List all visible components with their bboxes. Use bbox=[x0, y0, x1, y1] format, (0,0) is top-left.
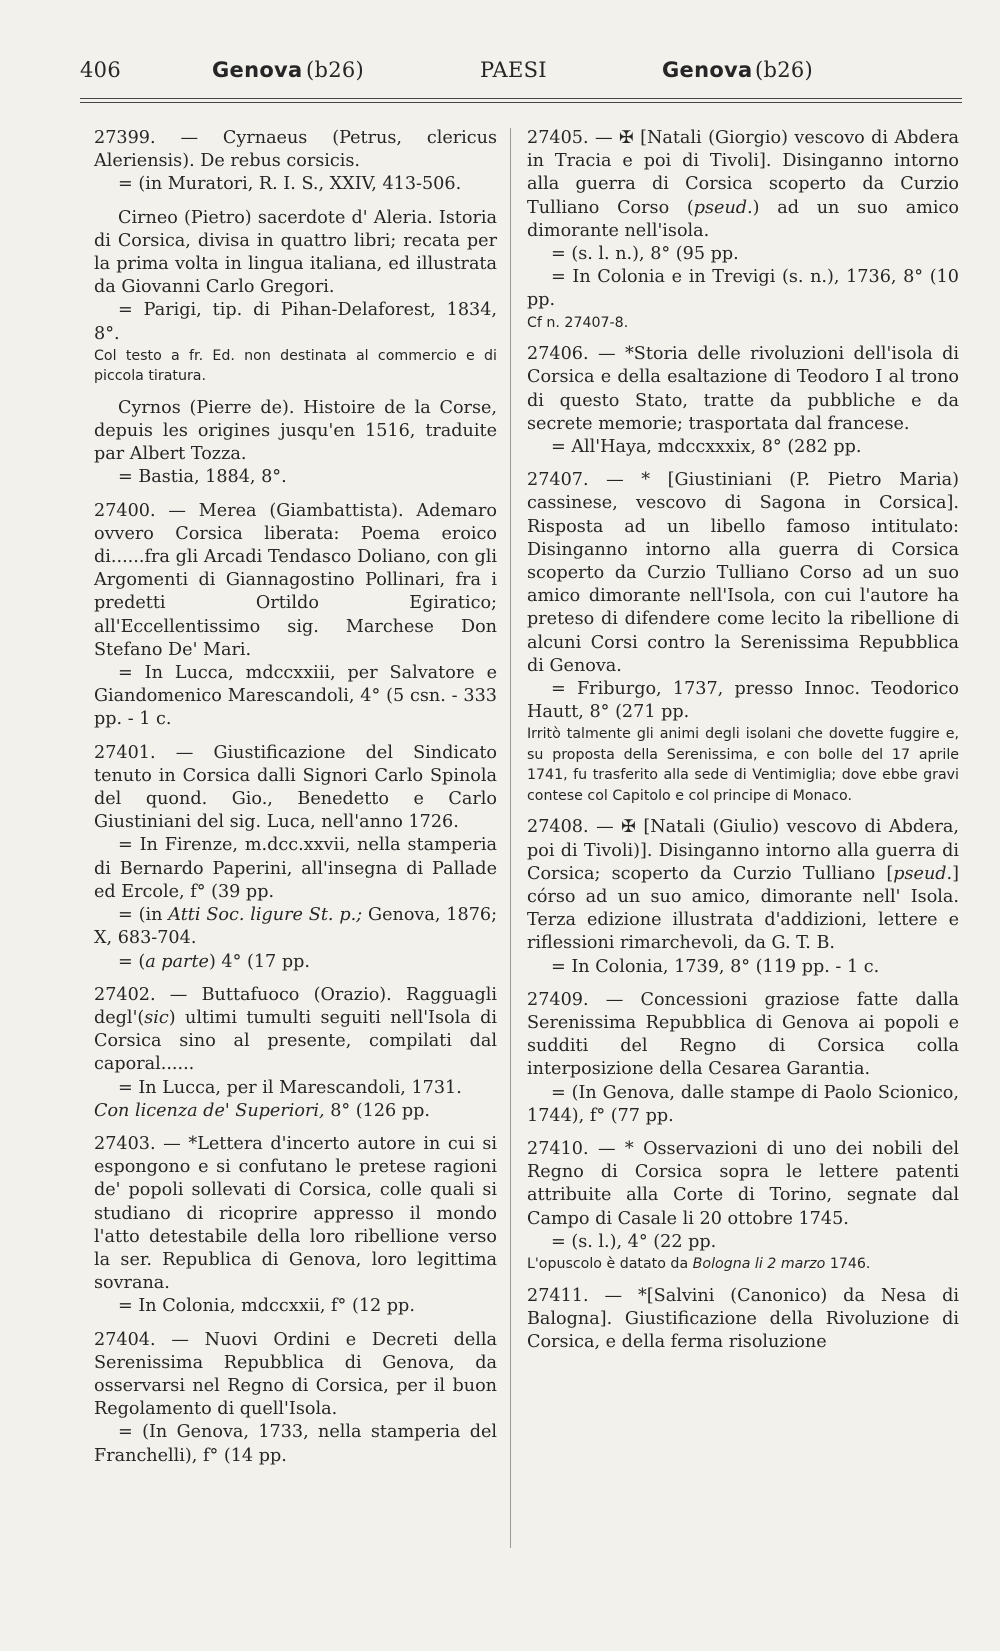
entry-imprint: = Parigi, tip. di Pihan-Delaforest, 1834, 8°. bbox=[94, 300, 497, 344]
imprint-text: = (in bbox=[118, 905, 169, 926]
entry-text: 27411. — *[Salvini (Canonico) da Nesa di Balogna]. Giustificazione della Rivoluzione di Corsica, e della ferma risoluzione bbox=[527, 1285, 959, 1352]
entry-27411 bbox=[527, 1285, 959, 1355]
imprint-text: Genova, 1876; X, 683-704. bbox=[94, 905, 498, 949]
entry-text-part: 27405. — ✠ [Natali (Giorgio) vescovo di Abdera in Tracia e poi di Tivoli]. Disinganno intorno alla guerra di Corsica scoperto da Curzio Tulliano Corso ( bbox=[527, 128, 959, 218]
entry-27407 bbox=[527, 469, 959, 806]
entry-italic: sic bbox=[144, 1007, 169, 1028]
entry-text bbox=[527, 816, 959, 955]
entry-27405 bbox=[527, 127, 959, 333]
entry-imprint: = (s. l. n.), 8° (95 pp. bbox=[551, 244, 739, 265]
entry-text: Cyrnos (Pierre de). Histoire de la Corse, depuis les origines jusqu'en 1516, traduite par Albert Tozza. bbox=[94, 397, 497, 465]
entry-27409 bbox=[527, 989, 959, 1128]
entry-imprint bbox=[94, 1100, 497, 1123]
entry-text-part: ] córso ad un suo amico, dimorante nell' Isola. Terza edizione illustrata d'addizioni, lettere e riflessioni rimarchevoli, da G. T. B. bbox=[527, 863, 959, 954]
entry-27400 bbox=[94, 500, 497, 732]
entry-27404 bbox=[94, 1329, 497, 1468]
running-header bbox=[80, 58, 962, 98]
entry-text: 27406. — *Storia delle rivoluzioni dell'isola di Corsica e della esaltazione di Teodoro I al trono di questo Stato, tratte da pubbliche e da secrete memorie; trasportata dal francese. bbox=[527, 344, 959, 434]
entry-imprint bbox=[94, 904, 497, 950]
entry-text-part: 27408. — ✠ [Natali (Giulio) vescovo di Abdera, poi di Tivoli)]. Disinganno intorno alla guerra di Corsica; scoperto da Curzio Tulliano [ bbox=[527, 817, 959, 884]
entry-text: 27404. — Nuovi Ordini e Decreti della Serenissima Repubblica di Genova, da osservarsi nel Regno di Corsica, per il buon Regolamento di quell'Isola. bbox=[94, 1329, 497, 1420]
entry-note: Cf n. 27407-8. bbox=[527, 314, 629, 331]
entry-imprint: = In Colonia e in Trevigi (s. n.), 1736, 8° (10 pp. bbox=[527, 267, 959, 311]
entry-note bbox=[527, 1254, 959, 1275]
entry-imprint: = (s. l.), 4° (22 pp. bbox=[551, 1231, 717, 1252]
entry-cyrnos bbox=[94, 397, 497, 490]
left-column bbox=[94, 127, 497, 1478]
imprint-italic: a parte bbox=[145, 951, 209, 972]
header-rule-thin bbox=[80, 102, 962, 103]
right-column bbox=[527, 127, 959, 1364]
left-section-code: (b26) bbox=[306, 58, 365, 82]
entry-27402 bbox=[94, 984, 497, 1123]
imprint-italic: Con licenza de' Superiori, bbox=[94, 1100, 325, 1121]
entry-text-part: ) ultimi tumulti seguiti nell'Isola di Corsica sino al presente, compilati dal caporal...... bbox=[94, 1007, 497, 1075]
entry-27399 bbox=[94, 127, 497, 197]
entry-27406 bbox=[527, 343, 959, 459]
entry-cirneo bbox=[94, 207, 497, 387]
entry-27410 bbox=[527, 1138, 959, 1275]
right-section-code: (b26) bbox=[755, 58, 814, 82]
note-italic: Bologna li 2 marzo bbox=[692, 1256, 826, 1273]
right-running-title: Genova bbox=[662, 58, 753, 82]
entry-italic: pseud. bbox=[693, 197, 753, 218]
entry-imprint bbox=[94, 951, 497, 974]
entry-note: Col testo a fr. Ed. non destinata al commercio e di piccola tiratura. bbox=[94, 347, 497, 385]
left-running-title: Genova bbox=[212, 58, 303, 82]
imprint-text: ) 4° (17 pp. bbox=[208, 951, 310, 972]
entry-text-part: ) ad un suo amico dimorante nell'isola. bbox=[527, 197, 959, 241]
entry-imprint: = All'Haya, mdccxxxix, 8° (282 pp. bbox=[551, 436, 862, 457]
entry-imprint: = In Lucca, mdccxxiii, per Salvatore e Giandomenico Marescandoli, 4° (5 csn. - 333 pp. - 1 c. bbox=[94, 663, 497, 730]
entry-text: 27409. — Concessioni graziose fatte dalla Serenissima Repubblica di Genova ai popoli e sudditi del Regno di Corsica colla interposizione della Cesarea Garantia. bbox=[527, 989, 959, 1080]
entry-imprint: = (in Muratori, R. I. S., XXIV, 413-506. bbox=[118, 174, 462, 195]
imprint-italic: Atti Soc. ligure St. p.; bbox=[168, 905, 363, 926]
entry-imprint: = In Colonia, 1739, 8° (119 pp. - 1 c. bbox=[551, 956, 880, 977]
entry-text: Cirneo (Pietro) sacerdote d' Aleria. Istoria di Corsica, divisa in quattro libri; recata per la prima volta in lingua italiana, ed illustrata da Giovanni Carlo Gregori. bbox=[94, 207, 497, 298]
entry-imprint: = Friburgo, 1737, presso Innoc. Teodorico Hautt, 8° (271 pp. bbox=[527, 678, 959, 723]
column-divider bbox=[510, 128, 511, 1548]
entry-text: 27401. — Giustificazione del Sindicato tenuto in Corsica dalli Signori Carlo Spinola del quond. Gio., Benedetto e Carlo Giustiniani del sig. Luca, nell'anno 1726. bbox=[94, 742, 497, 833]
imprint-text: 8° (126 pp. bbox=[324, 1100, 430, 1121]
entry-text: 27410. — * Osservazioni di uno dei nobili del Regno di Corsica sopra le lettere patenti attribuite alla Corte di Torino, segnate dal Campo di Casale li 20 ottobre 1745. bbox=[527, 1139, 959, 1229]
running-center-title: PAESI bbox=[480, 58, 547, 82]
entry-text: 27400. — Merea (Giambattista). Ademaro ovvero Corsica liberata: Poema eroico di......fra gli Arcadi Tendasco Doliano, con gli Argomenti di Giannagostino Pollinari, fra i predetti Ortildo Egiratico; all'Eccellentissimo sig. Marchese Don Stefano De' Mari. bbox=[94, 500, 497, 660]
imprint-text: = ( bbox=[118, 951, 146, 972]
entry-text: 27399. — Cyrnaeus (Petrus, clericus Aleriensis). De rebus corsicis. bbox=[94, 128, 497, 172]
note-text: 1746. bbox=[825, 1256, 871, 1273]
note-text: L'opuscolo è datato da bbox=[527, 1256, 693, 1273]
page-number: 406 bbox=[80, 58, 121, 82]
entry-imprint: = In Lucca, per il Marescandoli, 1731. bbox=[118, 1077, 462, 1098]
entry-text-part: 27402. — Buttafuoco (Orazio). Ragguagli degl'( bbox=[94, 984, 497, 1028]
entry-imprint: = Bastia, 1884, 8°. bbox=[118, 467, 287, 488]
entry-imprint: = In Firenze, m.dcc.xxvii, nella stamperia di Bernardo Paperini, all'insegna di Pallade ed Ercole, f° (39 pp. bbox=[94, 835, 497, 902]
entry-note: Irritò talmente gli animi degli isolani che dovette fuggire e, su proposta della Serenissima, e con bolle del 17 aprile 1741, fu trasferito alla sede di Ventimiglia; dove ebbe gravi contese col Capitolo e col principe di Monaco. bbox=[527, 726, 959, 804]
entry-27408 bbox=[527, 816, 959, 978]
entry-text: 27407. — * [Giustiniani (P. Pietro Maria) cassinese, vescovo di Sagona in Corsica]. Risposta ad un libello famoso intitulato: Disinganno intorno alla guerra di Corsica scoperto da Curzio Tulliano Corso ad un suo amico dimorante nell'Isola, con cui l'autore ha preteso di difendere come lecito la ribellione di alcuni Corsi contro la Serenissima Repubblica di Genova. bbox=[527, 470, 959, 676]
entry-text bbox=[527, 127, 959, 243]
entry-italic: pseud. bbox=[893, 863, 953, 884]
entry-imprint: = In Colonia, mdccxxii, f° (12 pp. bbox=[118, 1296, 415, 1317]
entry-text bbox=[94, 984, 497, 1077]
entry-27401 bbox=[94, 742, 497, 974]
entry-text: 27403. — *Lettera d'incerto autore in cui si espongono e si confutano le pretese ragioni de' popoli sollevati di Corsica, colle quali si studiano di ricoprire appresso il mondo l'atto detestabile della loro ribellione verso la ser. Republica di Genova, loro legittima sovrana. bbox=[94, 1133, 497, 1294]
entry-imprint: = (In Genova, 1733, nella stamperia del Franchelli), f° (14 pp. bbox=[94, 1422, 497, 1466]
header-rule bbox=[80, 98, 962, 99]
entry-imprint: = (In Genova, dalle stampe di Paolo Scionico, 1744), f° (77 pp. bbox=[527, 1082, 959, 1126]
entry-27403 bbox=[94, 1133, 497, 1319]
